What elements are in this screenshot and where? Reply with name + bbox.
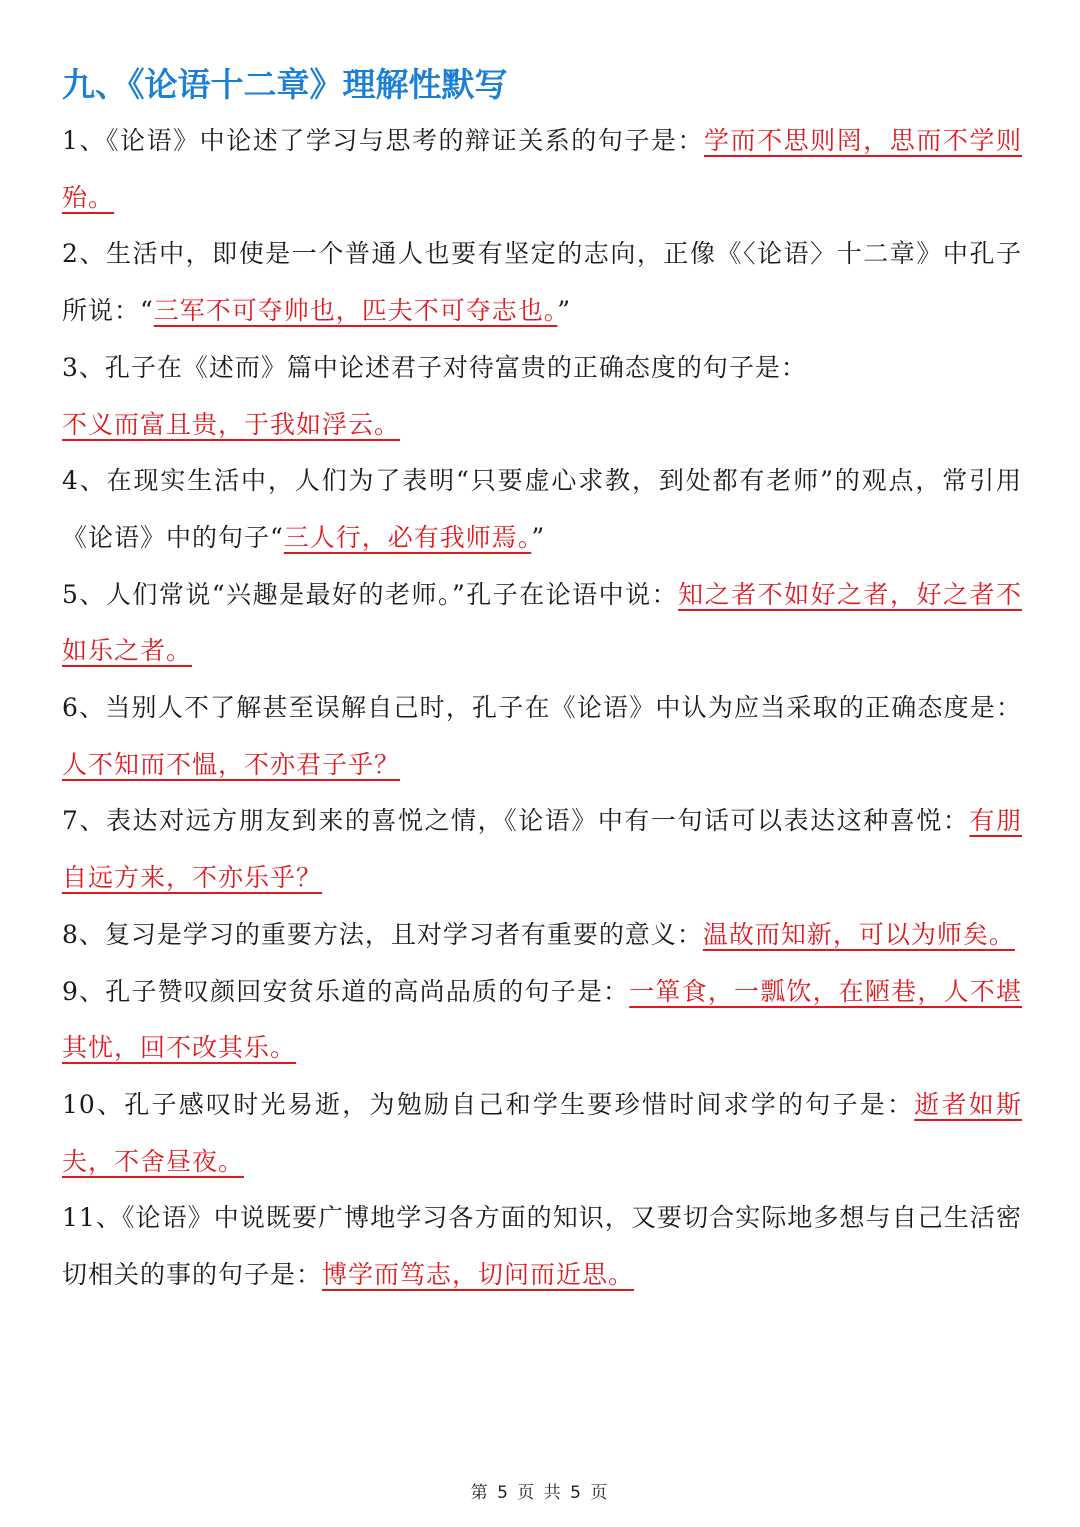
question-text: 7、表达对远方朋友到来的喜悦之情，《论语》中有一句话可以表达这种喜悦： — [62, 806, 970, 836]
answer-text: 三人行，必有我师焉。 — [283, 522, 532, 552]
page-number: 第 5 页 共 5 页 — [470, 1483, 610, 1503]
question-item — [62, 793, 1022, 906]
answer-text: 一箪食，一瓢饮，在陋巷，人不堪其忧，回不改其乐。 — [62, 976, 1022, 1063]
answer-text: 人不知而不愠，不亦君子乎？ — [62, 749, 401, 779]
question-item — [62, 567, 1022, 680]
question-text: 6、当别人不了解甚至误解自己时，孔子在《论语》中认为应当采取的正确态度是： — [62, 693, 1022, 723]
answer-text: 不义而富且贵，于我如浮云。 — [62, 409, 401, 439]
question-list — [62, 113, 1022, 1304]
question-item — [62, 964, 1022, 1077]
answer-text: 学而不思则罔，思而不学则殆。 — [62, 126, 1022, 212]
question-item — [62, 907, 1022, 964]
question-item — [62, 1077, 1022, 1190]
page-title: 九、《论语十二章》理解性默写 — [62, 65, 508, 104]
question-item — [62, 1190, 1022, 1303]
question-suffix: ” — [531, 522, 546, 552]
answer-text: 逝者如斯夫，不舍昼夜。 — [62, 1089, 1022, 1176]
question-text: 10、孔子感叹时光易逝，为勉励自己和学生要珍惜时间求学的句子是： — [62, 1089, 915, 1119]
question-item — [62, 453, 1022, 566]
answer-text: 知之者不如好之者，好之者不如乐之者。 — [62, 579, 1022, 666]
question-text: 2、生活中，即使是一个普通人也要有坚定的志向，正像《〈论语〉十二章》中孔子所说：“ — [62, 239, 1022, 326]
question-suffix: ” — [557, 296, 572, 326]
question-item — [62, 680, 1022, 793]
answer-text: 温故而知新，可以为师矣。 — [702, 919, 1015, 949]
question-text: 4、在现实生活中，人们为了表明“只要虚心求教，到处都有老师”的观点，常引用《论语》中的句子“ — [62, 466, 1022, 552]
question-text: 3、孔子在《述而》篇中论述君子对待富贵的正确态度的句子是： — [62, 352, 807, 382]
answer-text: 三军不可夺帅也，匹夫不可夺志也。 — [153, 296, 558, 326]
question-text: 1、《论语》中论述了学习与思考的辩证关系的句子是： — [62, 126, 704, 155]
question-text: 5、人们常说“兴趣是最好的老师。”孔子在论语中说： — [62, 579, 679, 609]
answer-text: 有朋自远方来，不亦乐乎？ — [62, 806, 1022, 893]
answer-text: 博学而笃志，切问而近思。 — [322, 1260, 635, 1290]
question-item — [62, 113, 1022, 226]
question-text: 9、孔子赞叹颜回安贫乐道的高尚品质的句子是： — [62, 976, 630, 1006]
question-item — [62, 226, 1022, 339]
question-text: 8、复习是学习的重要方法，且对学习者有重要的意义： — [62, 919, 703, 949]
question-text: 11、《论语》中说既要广博地学习各方面的知识，又要切合实际地多想与自己生活密切相关的事的句子是： — [62, 1203, 1022, 1290]
question-item — [62, 340, 1022, 453]
